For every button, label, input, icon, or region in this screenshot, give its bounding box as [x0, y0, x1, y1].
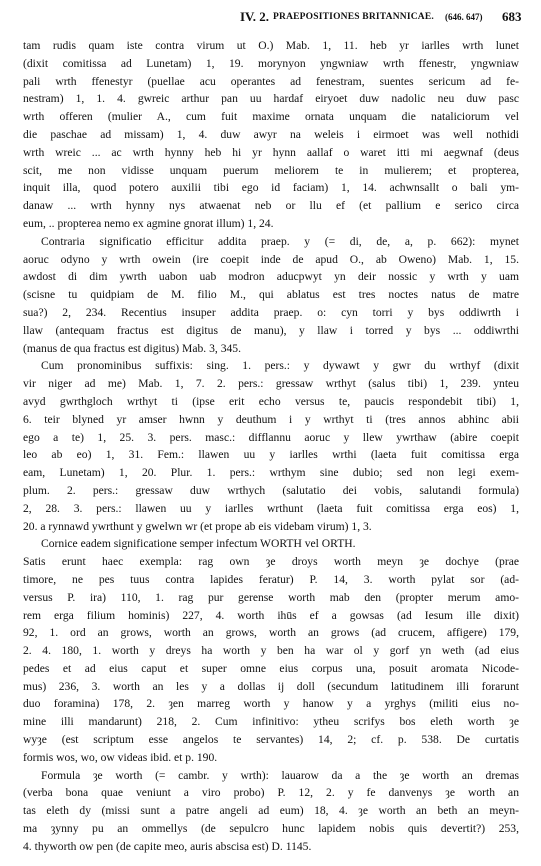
text-line: Satis erunt haec exempla: rag own ȝe droys worth meyn ȝe dochye (prae	[23, 555, 519, 569]
text-line: aoruc odyno y wrth owein (ire coepit inde de apud O., ab Oweno) Mab. 1, 15.	[23, 252, 519, 266]
page-number: 683	[502, 9, 522, 24]
text-line: 6. teir blyned yr amser hwnn y deuthum i y wrthyt ti (tres annos abhinc abii	[23, 412, 519, 426]
text-line: scit, me non vidisse unquam puerum meliorem te in mulierem; et propterea,	[23, 163, 519, 177]
text-line: inquit illa, quod potero auxilii tibi ego id faciam) 1, 14. achwnsallt o bali ym-	[23, 181, 519, 195]
running-title: PRAEPOSITIONES BRITANNICAE.	[273, 12, 434, 22]
text-line: duo foramina) 178, 2. ȝen marreg worth y hanow y a yrghys (militi eius no-	[23, 697, 519, 711]
text-line: Formula ȝe worth (= cambr. y wrth): lauarow da a the ȝe worth an dremas	[41, 768, 519, 782]
text-line: avyd gwrthgloch wrthyt ti (ipse erit echo versus te, paucis respondebit tibi) 1,	[23, 394, 519, 408]
text-line: mus) 236, 3. worth an les y a dollas ij doll (secundum latitudinem illi forarunt	[23, 679, 519, 693]
text-line: (dixit comitissa ad Lunetam) 1, 19. morynyon yngwniaw wrth ffenestr, yngwniaw	[23, 56, 519, 70]
text-line: wyȝe (est scriptum esse angelos te servantes) 14, 2; cf. p. 538. De curtatis	[23, 733, 519, 747]
text-line: tas eleth dy (missi sunt a patre angeli ad eum) 18, 4. ȝe worth an beth an meyn-	[23, 804, 519, 818]
text-line: 20. a rynnawd ywrthunt y gwelwn wr (et prope ab eis videbam virum) 1, 3.	[23, 519, 372, 533]
text-line: llaw (antequam fractus est digitus de manu), y llaw i torred y bys ... oddiwrthi	[23, 323, 519, 337]
text-line: wrth offeren (mulier A., cum fuit maxime ornata unquam die nataliciorum vel	[23, 110, 519, 124]
text-line: Cornice eadem significatione semper infectum WORTH vel ORTH.	[41, 537, 356, 551]
text-line: (verba bona quae veniunt a viro probo) P. 12, 2. y fe danvenys ȝe worth an	[23, 786, 519, 800]
text-line: mine illi mandarunt) 218, 2. Cum infinitivo: ytheu scrifys bos eleth worth ȝe	[23, 715, 519, 729]
text-line: (manus de qua fractus est digitus) Mab. 3, 345.	[23, 341, 241, 355]
text-line: pedes et ad eius caput et super omne eius corpus una, posuit aromata Nicode-	[23, 661, 519, 675]
text-line: versus P. ira) 110, 1. rag pur gerense worth mab den (propter merum amo-	[23, 590, 519, 604]
text-line: eam, Lunetam) 1, 20. Plur. 1. pers.: wrthym sine dubio; sed non legi exem-	[23, 466, 519, 480]
text-line: nestram) 1, 1. 4. gwreic arthur pan uu hardaf eiryoet duw nadolic neu duw pasc	[23, 92, 519, 106]
running-header	[0, 9, 541, 25]
text-line: awdost di dim ywrth uabon uab modron aducpwyt yn deir nossic y wrth y uam	[23, 270, 519, 284]
text-line: formis wos, wo, ow videas ibid. et p. 190.	[23, 750, 218, 764]
text-line: vir niger ad me) Mab. 1, 7. 2. pers.: gressaw wrthyt (salus tibi) 1, 239. ynteu	[23, 377, 519, 391]
text-line: Contraria significatio efficitur addita praep. y (= di, de, a, p. 662): mynet	[41, 234, 519, 248]
text-line: wrth wreic ... ac wrth hynny heb hi yr hynn aallaf o waret itti mi aegwnaf (deus	[23, 145, 519, 159]
text-line: leo ab eo) 1, 31. Fem.: llawen uu y iarlles wrthi (laeta fuit comitissa erga	[23, 448, 519, 462]
section-reference: (646. 647)	[445, 12, 483, 22]
text-line: ma ȝynny pu an ommellys (de sepulcro hunc lapidem nobis quis devertit?) 253,	[23, 822, 519, 836]
text-line: pali wrth ffenestyr (puellae acu operantes ad fenestram, suentes sericum ad fe-	[23, 74, 519, 88]
text-line: tam rudis quam iste contra virum ut O.) Mab. 1, 11. heb yr iarlles wrth lunet	[23, 39, 519, 52]
text-line: timore, ne pes tuus contra lapides feratur) P. 14, 3. worth pylat sor (ad-	[23, 572, 519, 586]
text-line: 2. 4. 180, 1. worth y dreys ha worth y ben ha war ol y gorf yn weth (ad eius	[23, 644, 519, 658]
section-number: IV. 2.	[240, 9, 270, 24]
text-line: sua?) 2, 234. Recentius insuper addita praep. o: cyn torri y bys oddiwrth i	[23, 305, 519, 319]
text-line: Cum pronominibus suffixis: sing. 1. pers.: y dywawt y gwr du wrthyf (dixit	[41, 359, 519, 373]
text-line: plum. 2. pers.: gressaw duw wrthych (salutatio dei vobis, salutandi formula)	[23, 483, 519, 497]
body-text	[23, 37, 519, 856]
text-line: 92, 1. ord an grows, worth an grows, worth an grows (ad crucem, affigere) 179,	[23, 626, 519, 640]
text-line: 4. thyworth ow pen (de capite meo, auris abscisa est) D. 1145.	[23, 839, 312, 853]
text-line: ego a te) 1, 25. 3. pers. masc.: difflannu aoruc y llew ywrthaw (abire coepit	[23, 430, 519, 444]
text-line: rem erga filium hominis) 227, 4. worth ihūs ef a gowsas (ad Iesum ille dixit)	[23, 608, 519, 622]
text-line: 2, 28. 3. pers.: llawen uu y iarlles wrthunt (laeta fuit comitissa erga eos) 1,	[23, 501, 519, 515]
text-line: eum, .. propterea nemo ex agmine gnorat illum) 1, 24.	[23, 216, 274, 230]
text-line: (scisne tu quidpiam de M. filio M., qui ablatus est tres noctes natus de matre	[23, 288, 519, 302]
text-line: die paschae ad missam) 1, 4. duw awyr na weleis i eirmoet was well nothidi	[23, 127, 519, 141]
text-line: danaw ... wrth hynny nys atwaenat neb or llu ef (et pallium e serico circa	[23, 199, 519, 213]
